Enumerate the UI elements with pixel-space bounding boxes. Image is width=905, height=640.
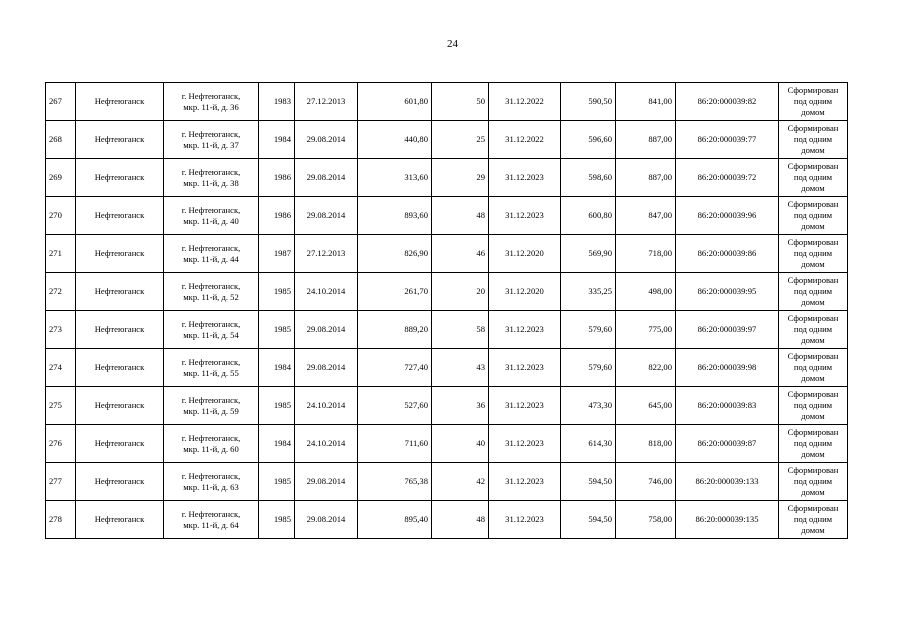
table-row [46,387,848,425]
table-row [46,159,848,197]
city-cell: Нефтеюганск [76,121,164,159]
address-line-city: г. Нефтеюганск, [181,356,241,367]
cost-cell: 598,60 [561,159,616,197]
address-line-city: г. Нефтеюганск, [181,318,241,329]
row-number-cell: 277 [46,463,76,501]
address-line-city: г. Нефтеюганск, [181,204,241,215]
year-cell: 1986 [259,197,295,235]
term-cell: 31.12.2020 [489,273,561,311]
date-cell: 29.08.2014 [295,311,358,349]
table-body [46,83,848,539]
cost-cell: 594,50 [561,463,616,501]
address-line-street: мкр. 11-й, д. 63 [183,481,239,492]
cadastral-number-cell: 86:20:000039:72 [676,159,779,197]
area-cell: 893,60 [358,197,432,235]
max-cost-cell: 847,00 [616,197,676,235]
address-cell [164,83,259,121]
max-cost-cell: 887,00 [616,121,676,159]
row-number-cell: 275 [46,387,76,425]
max-cost-cell: 645,00 [616,387,676,425]
city-cell: Нефтеюганск [76,349,164,387]
address-line-street: мкр. 11-й, д. 37 [183,139,239,150]
page-number: 24 [447,38,458,50]
cost-cell: 473,30 [561,387,616,425]
address-cell [164,463,259,501]
note-cell: Сформирован под одним домом [779,501,848,539]
address-line-street: мкр. 11-й, д. 55 [183,367,239,378]
cadastral-number-cell: 86:20:000039:97 [676,311,779,349]
count-cell: 40 [432,425,489,463]
address-cell [164,159,259,197]
row-number-cell: 274 [46,349,76,387]
cadastral-number-cell: 86:20:000039:98 [676,349,779,387]
note-cell: Сформирован под одним домом [779,121,848,159]
year-cell: 1984 [259,121,295,159]
address-line-city: г. Нефтеюганск, [181,90,241,101]
count-cell: 36 [432,387,489,425]
cost-cell: 579,60 [561,349,616,387]
year-cell: 1985 [259,501,295,539]
cadastral-number-cell: 86:20:000039:83 [676,387,779,425]
max-cost-cell: 758,00 [616,501,676,539]
year-cell: 1987 [259,235,295,273]
area-cell: 261,70 [358,273,432,311]
date-cell: 27.12.2013 [295,235,358,273]
table-row [46,121,848,159]
count-cell: 50 [432,83,489,121]
count-cell: 48 [432,501,489,539]
max-cost-cell: 775,00 [616,311,676,349]
year-cell: 1983 [259,83,295,121]
city-cell: Нефтеюганск [76,387,164,425]
address-line-city: г. Нефтеюганск, [181,394,241,405]
date-cell: 24.10.2014 [295,425,358,463]
address-line-city: г. Нефтеюганск, [181,128,241,139]
count-cell: 46 [432,235,489,273]
cost-cell: 594,50 [561,501,616,539]
address-line-city: г. Нефтеюганск, [181,280,241,291]
term-cell: 31.12.2023 [489,425,561,463]
year-cell: 1984 [259,425,295,463]
address-cell [164,273,259,311]
address-line-city: г. Нефтеюганск, [181,242,241,253]
table-row [46,311,848,349]
year-cell: 1985 [259,273,295,311]
cost-cell: 614,30 [561,425,616,463]
term-cell: 31.12.2023 [489,387,561,425]
address-line-city: г. Нефтеюганск, [181,166,241,177]
cadastral-number-cell: 86:20:000039:135 [676,501,779,539]
count-cell: 29 [432,159,489,197]
cadastral-number-cell: 86:20:000039:86 [676,235,779,273]
count-cell: 43 [432,349,489,387]
area-cell: 826,90 [358,235,432,273]
year-cell: 1986 [259,159,295,197]
area-cell: 765,38 [358,463,432,501]
table-row [46,501,848,539]
city-cell: Нефтеюганск [76,425,164,463]
cost-cell: 590,50 [561,83,616,121]
area-cell: 601,80 [358,83,432,121]
term-cell: 31.12.2023 [489,463,561,501]
area-cell: 889,20 [358,311,432,349]
cost-cell: 596,60 [561,121,616,159]
cadastral-number-cell: 86:20:000039:82 [676,83,779,121]
row-number-cell: 271 [46,235,76,273]
max-cost-cell: 498,00 [616,273,676,311]
count-cell: 48 [432,197,489,235]
address-line-street: мкр. 11-й, д. 36 [183,101,239,112]
max-cost-cell: 822,00 [616,349,676,387]
address-line-street: мкр. 11-й, д. 64 [183,519,239,530]
year-cell: 1985 [259,387,295,425]
cadastral-number-cell: 86:20:000039:95 [676,273,779,311]
city-cell: Нефтеюганск [76,463,164,501]
note-cell: Сформирован под одним домом [779,273,848,311]
cadastral-number-cell: 86:20:000039:96 [676,197,779,235]
address-line-street: мкр. 11-й, д. 40 [183,215,239,226]
max-cost-cell: 818,00 [616,425,676,463]
row-number-cell: 267 [46,83,76,121]
city-cell: Нефтеюганск [76,501,164,539]
cadastral-number-cell: 86:20:000039:133 [676,463,779,501]
date-cell: 29.08.2014 [295,159,358,197]
date-cell: 29.08.2014 [295,463,358,501]
table-row [46,235,848,273]
address-cell [164,197,259,235]
date-cell: 29.08.2014 [295,121,358,159]
row-number-cell: 273 [46,311,76,349]
max-cost-cell: 887,00 [616,159,676,197]
area-cell: 440,80 [358,121,432,159]
cadastral-number-cell: 86:20:000039:87 [676,425,779,463]
area-cell: 711,60 [358,425,432,463]
row-number-cell: 272 [46,273,76,311]
table-row [46,349,848,387]
year-cell: 1985 [259,463,295,501]
note-cell: Сформирован под одним домом [779,197,848,235]
city-cell: Нефтеюганск [76,235,164,273]
note-cell: Сформирован под одним домом [779,425,848,463]
date-cell: 27.12.2013 [295,83,358,121]
cost-cell: 335,25 [561,273,616,311]
cadastral-number-cell: 86:20:000039:77 [676,121,779,159]
date-cell: 29.08.2014 [295,501,358,539]
address-line-city: г. Нефтеюганск, [181,470,241,481]
term-cell: 31.12.2022 [489,83,561,121]
note-cell: Сформирован под одним домом [779,349,848,387]
table-row [46,463,848,501]
registry-table [45,82,848,539]
cost-cell: 569,90 [561,235,616,273]
address-cell [164,425,259,463]
date-cell: 29.08.2014 [295,349,358,387]
note-cell: Сформирован под одним домом [779,387,848,425]
count-cell: 25 [432,121,489,159]
address-line-street: мкр. 11-й, д. 54 [183,329,239,340]
row-number-cell: 270 [46,197,76,235]
term-cell: 31.12.2022 [489,121,561,159]
address-line-street: мкр. 11-й, д. 38 [183,177,239,188]
row-number-cell: 268 [46,121,76,159]
address-cell [164,121,259,159]
address-line-street: мкр. 11-й, д. 44 [183,253,239,264]
address-line-street: мкр. 11-й, д. 60 [183,443,239,454]
table-row [46,83,848,121]
address-line-city: г. Нефтеюганск, [181,432,241,443]
max-cost-cell: 841,00 [616,83,676,121]
address-cell [164,311,259,349]
address-line-street: мкр. 11-й, д. 52 [183,291,239,302]
note-cell: Сформирован под одним домом [779,235,848,273]
row-number-cell: 269 [46,159,76,197]
cost-cell: 579,60 [561,311,616,349]
note-cell: Сформирован под одним домом [779,311,848,349]
date-cell: 24.10.2014 [295,387,358,425]
term-cell: 31.12.2023 [489,311,561,349]
area-cell: 313,60 [358,159,432,197]
year-cell: 1984 [259,349,295,387]
city-cell: Нефтеюганск [76,83,164,121]
address-cell [164,349,259,387]
date-cell: 29.08.2014 [295,197,358,235]
area-cell: 727,40 [358,349,432,387]
term-cell: 31.12.2023 [489,197,561,235]
area-cell: 895,40 [358,501,432,539]
address-line-city: г. Нефтеюганск, [181,508,241,519]
city-cell: Нефтеюганск [76,159,164,197]
row-number-cell: 278 [46,501,76,539]
cost-cell: 600,80 [561,197,616,235]
term-cell: 31.12.2023 [489,501,561,539]
note-cell: Сформирован под одним домом [779,83,848,121]
term-cell: 31.12.2023 [489,349,561,387]
table-row [46,273,848,311]
note-cell: Сформирован под одним домом [779,159,848,197]
table-row [46,197,848,235]
max-cost-cell: 746,00 [616,463,676,501]
address-cell [164,235,259,273]
area-cell: 527,60 [358,387,432,425]
max-cost-cell: 718,00 [616,235,676,273]
city-cell: Нефтеюганск [76,197,164,235]
address-cell [164,387,259,425]
address-line-street: мкр. 11-й, д. 59 [183,405,239,416]
row-number-cell: 276 [46,425,76,463]
note-cell: Сформирован под одним домом [779,463,848,501]
count-cell: 58 [432,311,489,349]
date-cell: 24.10.2014 [295,273,358,311]
table-row [46,425,848,463]
count-cell: 20 [432,273,489,311]
term-cell: 31.12.2020 [489,235,561,273]
term-cell: 31.12.2023 [489,159,561,197]
address-cell [164,501,259,539]
city-cell: Нефтеюганск [76,311,164,349]
city-cell: Нефтеюганск [76,273,164,311]
count-cell: 42 [432,463,489,501]
year-cell: 1985 [259,311,295,349]
